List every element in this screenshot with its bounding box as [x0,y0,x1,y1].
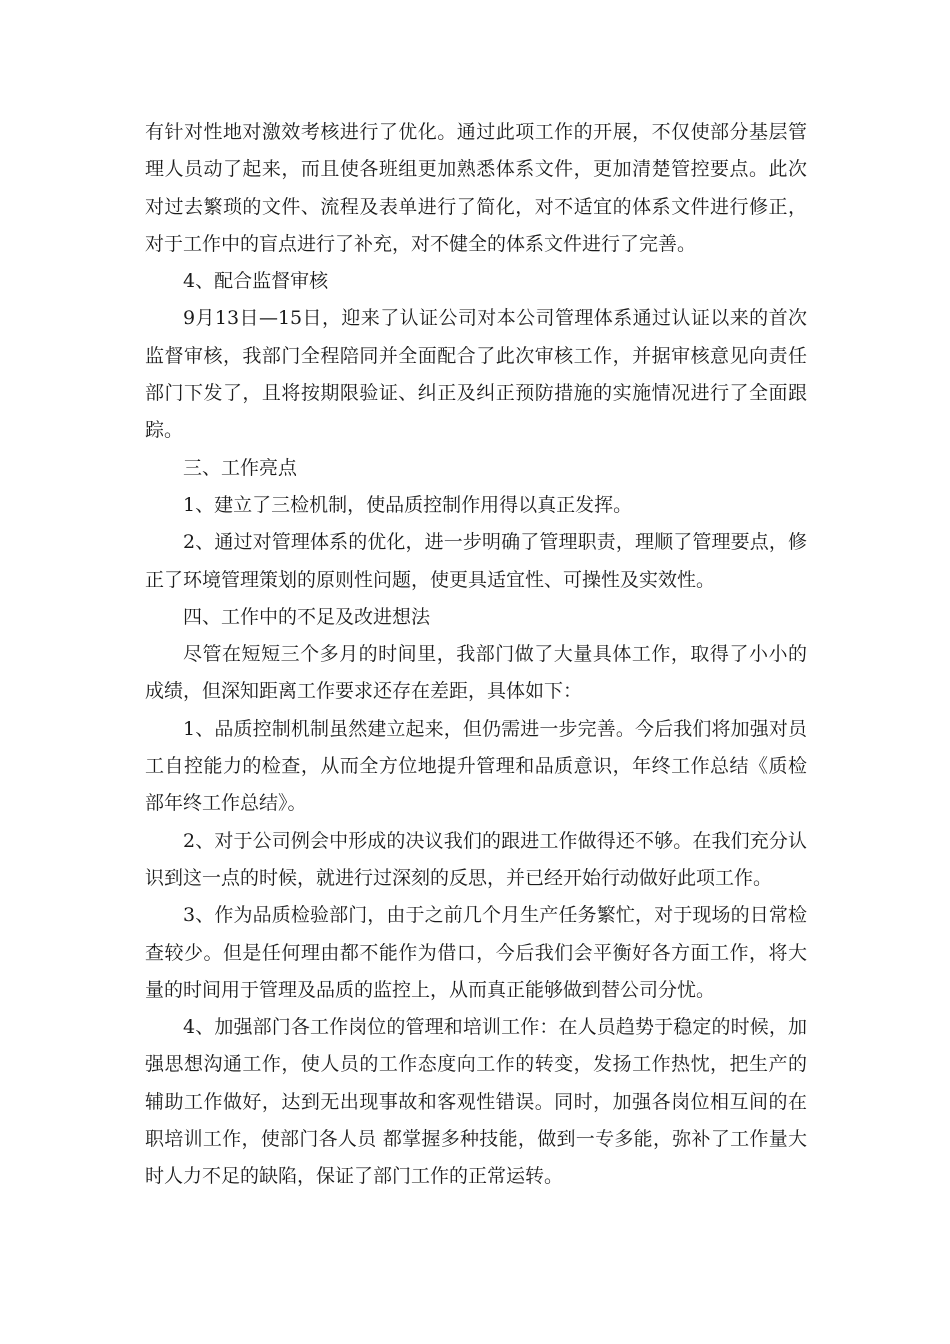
section-heading-highlights: 三、工作亮点 [183,456,298,479]
subheading-audit: 4、配合监督审核 [183,270,329,293]
list-item-highlight-2: 2、通过对管理体系的优化，进一步明确了管理职责，理顺了管理要点，修正了环境管理策划的原则性问题，使更具适宜性、可操性及实效性。 [145,531,807,591]
list-item-shortcoming-1: 1、品质控制机制虽然建立起来，但仍需进一步完善。今后我们将加强对员工自控能力的检查，从而全方位地提升管理和品质意识，年终工作总结《质检部年终工作总结》。 [145,717,807,815]
list-item-shortcoming-4: 4、加强部门各工作岗位的管理和培训工作：在人员趋势于稳定的时候，加强思想沟通工作，使人员的工作态度向工作的转变，发扬工作热忱，把生产的辅助工作做好，达到无出现事故和客观性错误。同时，加强各岗位相互间的在职培训工作，使部门各人员 都掌握多种技能，做到一专多能，弥补了工作量大时人力不足的缺陷，保证了部门工作的正常运转。 [145,1016,807,1188]
paragraph-audit: 9月13日—15日，迎来了认证公司对本公司管理体系通过认证以来的首次监督审核，我部门全程陪同并全面配合了此次审核工作，并据审核意见向责任部门下发了，且将按期限验证、纠正及纠正预防措施的实施情况进行了全面跟踪。 [145,307,807,442]
paragraph-shortcomings-intro: 尽管在短短三个多月的时间里，我部门做了大量具体工作，取得了小小的成绩，但深知距离工作要求还存在差距，具体如下： [145,643,807,703]
list-item-highlight-1: 1、建立了三检机制，使品质控制作用得以真正发挥。 [183,493,633,516]
list-item-shortcoming-3: 3、作为品质检验部门，由于之前几个月生产任务繁忙，对于现场的日常检查较少。但是任何理由都不能作为借口，今后我们会平衡好各方面工作，将大量的时间用于管理及品质的监控上，从而真正能够做到替公司分忧。 [145,904,807,1001]
list-item-shortcoming-2: 2、对于公司例会中形成的决议我们的跟进工作做得还不够。在我们充分认识到这一点的时候，就进行过深刻的反思，并已经开始行动做好此项工作。 [145,829,807,889]
section-heading-shortcomings: 四、工作中的不足及改进想法 [183,605,431,628]
paragraph-continuation: 有针对性地对激效考核进行了优化。通过此项工作的开展，不仅使部分基层管理人员动了起来，而且使各班组更加熟悉体系文件，更加清楚管控要点。此次对过去繁琐的文件、流程及表单进行了简化，对不适宜的体系文件进行修正，对于工作中的盲点进行了补充，对不健全的体系文件进行了完善。 [145,121,807,255]
document-body [145,114,807,1196]
